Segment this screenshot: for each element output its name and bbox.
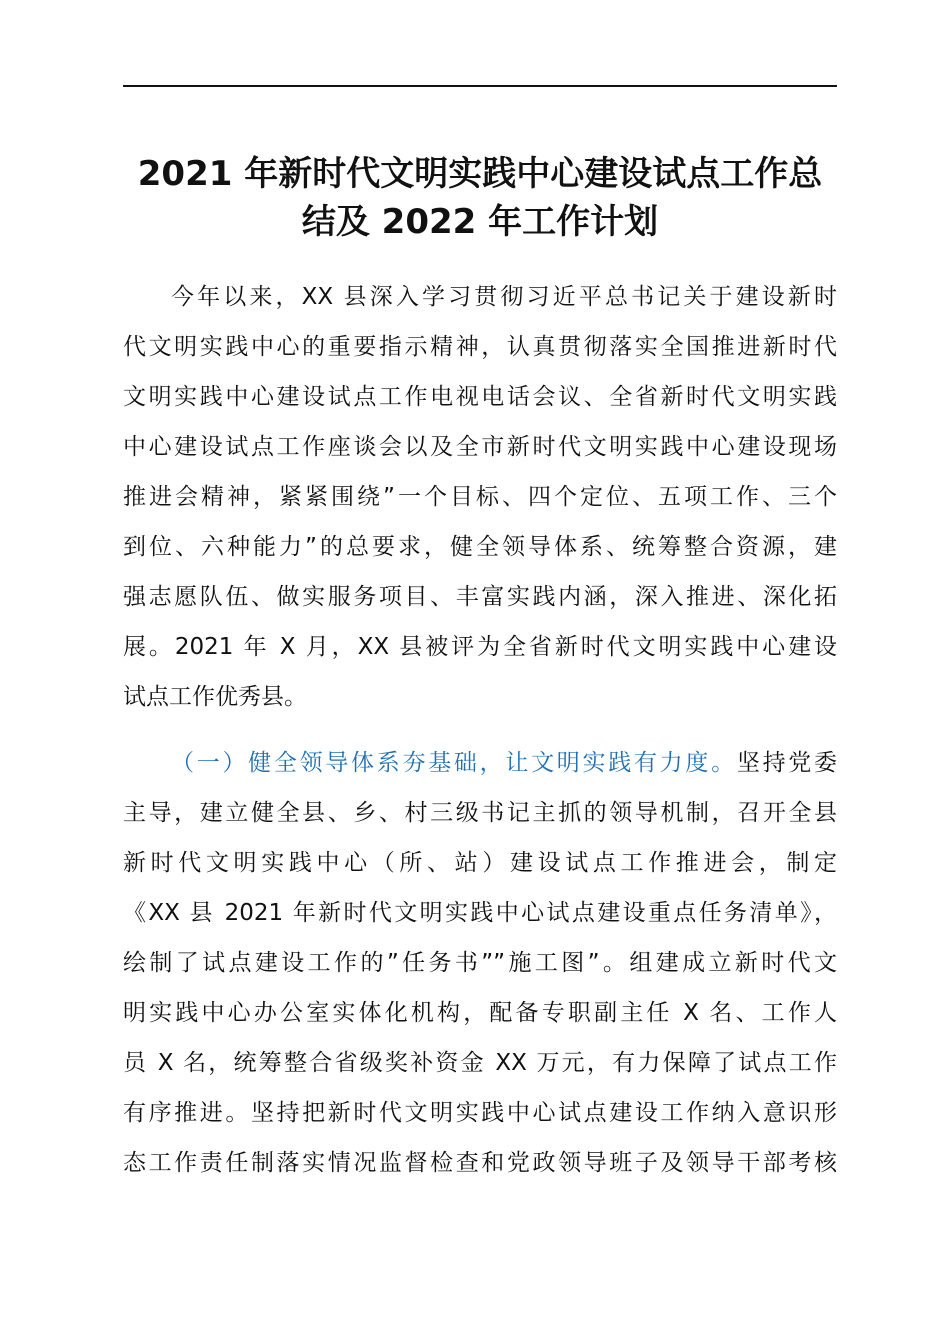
paragraph-line: 强志愿队伍、做实服务项目、丰富实践内涵，深入推进、深化拓: [123, 584, 837, 610]
document-title: [100, 150, 860, 246]
paragraph-line: [123, 738, 837, 788]
section-1-heading: （一）健全领导体系夯基础，让文明实践有力度。: [171, 750, 737, 776]
paragraph-line: 中心建设试点工作座谈会以及全市新时代文明实践中心建设现场: [123, 434, 837, 460]
title-line: 2021 年新时代文明实践中心建设试点工作总: [137, 154, 823, 194]
section-1-line-rest: 坚持党委: [736, 750, 838, 776]
paragraph-line: 新时代文明实践中心（所、站）建设试点工作推进会，制定: [123, 850, 837, 876]
paragraph-line: 员 X 名，统筹整合省级奖补资金 XX 万元，有力保障了试点工作: [123, 1050, 837, 1076]
paragraph-line: 到位、六种能力”的总要求，健全领导体系、统筹整合资源，建: [123, 534, 837, 560]
paragraph-line: 文明实践中心建设试点工作电视电话会议、全省新时代文明实践: [123, 384, 837, 410]
paragraph-line: 态工作责任制落实情况监督检查和党政领导班子及领导干部考核: [123, 1150, 837, 1176]
paragraph-line: 推进会精神，紧紧围绕”一个目标、四个定位、五项工作、三个: [123, 484, 837, 510]
paragraph-line: 今年以来，XX 县深入学习贯彻习近平总书记关于建设新时: [171, 284, 837, 310]
paragraph-line: 绘制了试点建设工作的”任务书””施工图”。组建成立新时代文: [123, 950, 837, 976]
intro-paragraph: [123, 272, 837, 722]
title-line: 结及 2022 年工作计划: [301, 202, 659, 242]
paragraph-line: 代文明实践中心的重要指示精神，认真贯彻落实全国推进新时代: [123, 334, 837, 360]
paragraph-line: 试点工作优秀县。: [123, 684, 307, 710]
paragraph-line: 明实践中心办公室实体化机构，配备专职副主任 X 名、工作人: [123, 1000, 837, 1026]
paragraph-line: 有序推进。坚持把新时代文明实践中心试点建设工作纳入意识形: [123, 1100, 837, 1126]
paragraph-line: 《XX 县 2021 年新时代文明实践中心试点建设重点任务清单》，: [123, 900, 837, 926]
section-1-paragraph: [123, 738, 837, 1188]
paragraph-line: 展。2021 年 X 月，XX 县被评为全省新时代文明实践中心建设: [123, 634, 837, 660]
paragraph-line: 主导，建立健全县、乡、村三级书记主抓的领导机制，召开全县: [123, 800, 837, 826]
header-rule: [123, 85, 837, 87]
